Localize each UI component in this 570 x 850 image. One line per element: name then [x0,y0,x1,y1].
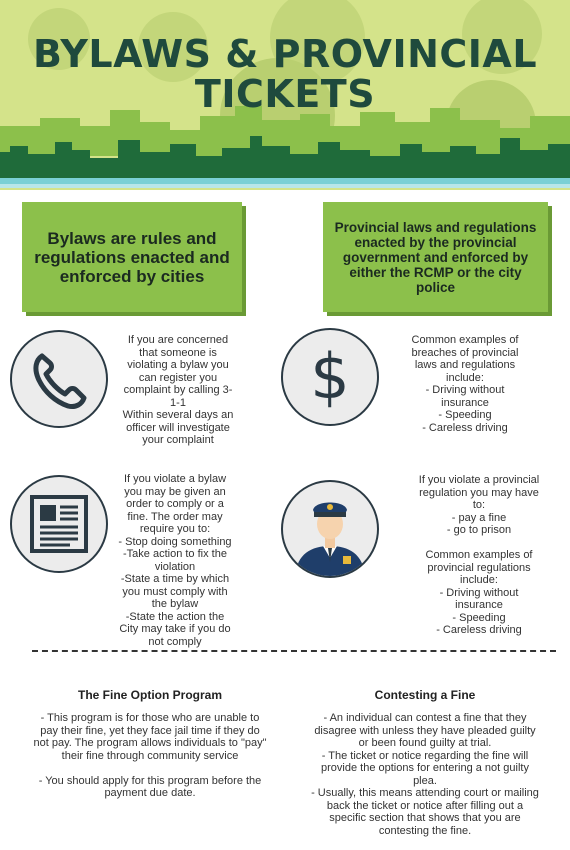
header-banner [0,0,570,190]
fine-option-body: - This program is for those who are unable to pay their fine, yet they face jail time if they do not pay. The program allows individuals to "pay" their fine through community service - You should apply for this program before the payment due date. [33,712,267,799]
police-officer-icon [281,480,379,578]
page-title: BYLAWS & PROVINCIAL TICKETS [32,32,538,116]
contesting-body: - An individual can contest a fine that they disagree with unless they have pleaded guilty or been found guilty at trial. - The ticket or notice regarding the fine will provide the options for entering a not guilty plea. - Usually, this means attending court or mailing back the ticket or notice after filling out a specific section that shows that you are contesting the fine. [311,712,539,837]
bylaw-complaint-text: If you are concerned that someone is violating a bylaw you can register you complaint by calling 3- 1-1 Within several days an officer will investigate your complaint [122,334,234,446]
water-stripe-light [0,184,570,188]
provincial-breaches-text: Common examples of breaches of provincial laws and regulations include: - Driving without insurance - Speeding - Careless driving [411,334,519,434]
skyline-front-icon [0,132,570,182]
svg-text:$: $ [310,340,350,413]
contesting-title: Contesting a Fine [374,688,476,702]
fine-option-title: The Fine Option Program [77,688,222,702]
provincial-definition-box: Provincial laws and regulations enacted by the provincial government and enforced by either the RCMP or the city police [323,202,548,312]
newspaper-icon [10,475,108,573]
bylaws-definition-box: Bylaws are rules and regulations enacted and enforced by cities [22,202,242,312]
bylaw-order-text: If you violate a bylaw you may be given an order to comply or a fine. The order may require you to: - Stop doing something -Take action to fix the violation -State a time by which you must comply with the bylaw -State the action the City may take if you do not comply [118,473,232,648]
phone-icon [10,330,108,428]
provincial-violation-text: If you violate a provincial regulation you may have to: - pay a fine - go to prison Common examples of provincial regulations include: - Driving without insurance - Speeding - Careless driving [418,474,540,636]
dollar-icon [281,328,379,426]
dashed-divider [32,650,556,652]
